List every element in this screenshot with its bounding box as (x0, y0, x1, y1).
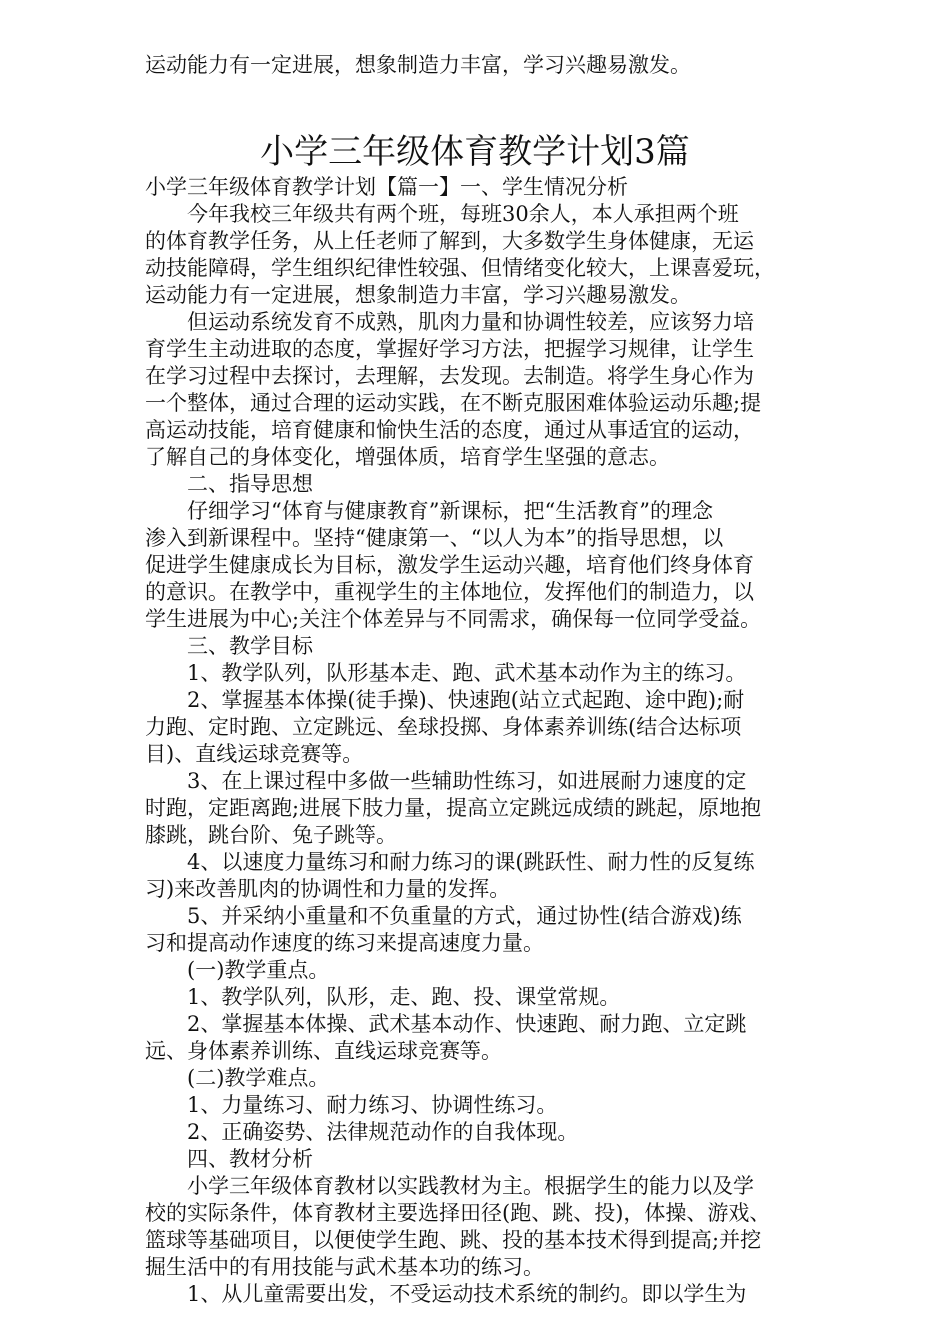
body-text-line: 时跑，定距离跑;进展下肢力量，提高立定跳远成绩的跳起，原地抱 (145, 796, 762, 820)
body-text-line: 今年我校三年级共有两个班，每班30余人，本人承担两个班 (145, 202, 739, 226)
body-text-line: 了解自己的身体变化，增强体质，培育学生坚强的意志。 (145, 445, 670, 469)
body-text-line: 膝跳，跳台阶、兔子跳等。 (145, 823, 397, 847)
body-text-line: 2、掌握基本体操(徒手操)、快速跑(站立式起跑、途中跑);耐 (145, 688, 745, 712)
body-text-line: 在学习过程中去探讨，去理解，去发现。去制造。将学生身心作为 (145, 364, 754, 388)
body-text-line: 一个整体，通过合理的运动实践，在不断克服困难体验运动乐趣;提 (145, 391, 762, 415)
body-text-line: 动技能障碍，学生组织纪律性较强、但情绪变化较大，上课喜爱玩， (145, 256, 775, 280)
body-text-line: 习和提高动作速度的练习来提高速度力量。 (145, 931, 544, 955)
body-text-line: 学生进展为中心;关注个体差异与不同需求，确保每一位同学受益。 (145, 607, 762, 631)
section-heading-line: 小学三年级体育教学计划【篇一】一、学生情况分析 (145, 175, 628, 199)
body-text-line: 的体育教学任务，从上任老师了解到，大多数学生身体健康，无运 (145, 229, 754, 253)
section-heading-line: 四、教材分析 (145, 1147, 313, 1171)
section-heading-line: 二、指导思想 (145, 472, 313, 496)
body-text-line: 4、以速度力量练习和耐力练习的课(跳跃性、耐力性的反复练 (145, 850, 755, 874)
header-text-line: 运动能力有一定进展，想象制造力丰富，学习兴趣易激发。 (145, 53, 691, 77)
body-text-line: 1、教学队列，队形基本走、跑、武术基本动作为主的练习。 (145, 661, 747, 685)
body-text-line: 渗入到新课程中。坚持“健康第一、“以人为本”的指导思想，以 (145, 526, 724, 550)
body-text-line: 1、从儿童需要出发，不受运动技术系统的制约。即以学生为 (145, 1282, 747, 1306)
body-text-line: 仔细学习“体育与健康教育”新课标，把“生活教育”的理念 (145, 499, 713, 523)
body-text-line: 掘生活中的有用技能与武术基本功的练习。 (145, 1255, 544, 1279)
body-text-line: 目)、直线运球竞赛等。 (145, 742, 364, 766)
body-text-line: 但运动系统发育不成熟，肌肉力量和协调性较差，应该努力培 (145, 310, 754, 334)
body-text-line: 小学三年级体育教材以实践教材为主。根据学生的能力以及学 (145, 1174, 754, 1198)
body-text-line: 3、在上课过程中多做一些辅助性练习，如进展耐力速度的定 (145, 769, 747, 793)
body-text-line: 5、并采纳小重量和不负重量的方式，通过协性(结合游戏)练 (145, 904, 742, 928)
body-text-line: 习)来改善肌肉的协调性和力量的发挥。 (145, 877, 511, 901)
body-text-line: 校的实际条件，体育教材主要选择田径(跑、跳、投)，体操、游戏、 (145, 1201, 771, 1225)
section-heading-line: (一)教学重点。 (145, 958, 330, 982)
body-text-line: 篮球等基础项目，以便使学生跑、跳、投的基本技术得到提高;并挖 (145, 1228, 762, 1252)
section-heading-line: (二)教学难点。 (145, 1066, 330, 1090)
body-text-line: 2、正确姿势、法律规范动作的自我体现。 (145, 1120, 579, 1144)
body-text-line: 1、力量练习、耐力练习、协调性练习。 (145, 1093, 558, 1117)
body-text-line: 2、掌握基本体操、武术基本动作、快速跑、耐力跑、立定跳 (145, 1012, 747, 1036)
page-title: 小学三年级体育教学计划3篇 (260, 132, 690, 172)
body-text-line: 远、身体素养训练、直线运球竞赛等。 (145, 1039, 502, 1063)
body-text-line: 促进学生健康成长为目标，激发学生运动兴趣，培育他们终身体育 (145, 553, 754, 577)
body-text-line: 力跑、定时跑、立定跳远、垒球投掷、身体素养训练(结合达标项 (145, 715, 742, 739)
body-text-line: 的意识。在教学中，重视学生的主体地位，发挥他们的制造力，以 (145, 580, 754, 604)
body-text-line: 育学生主动进取的态度，掌握好学习方法，把握学习规律，让学生 (145, 337, 754, 361)
body-text-line: 高运动技能，培育健康和愉快生活的态度，通过从事适宜的运动， (145, 418, 754, 442)
body-text-line: 运动能力有一定进展，想象制造力丰富，学习兴趣易激发。 (145, 283, 691, 307)
section-heading-line: 三、教学目标 (145, 634, 313, 658)
body-text-line: 1、教学队列，队形，走、跑、投、课堂常规。 (145, 985, 621, 1009)
